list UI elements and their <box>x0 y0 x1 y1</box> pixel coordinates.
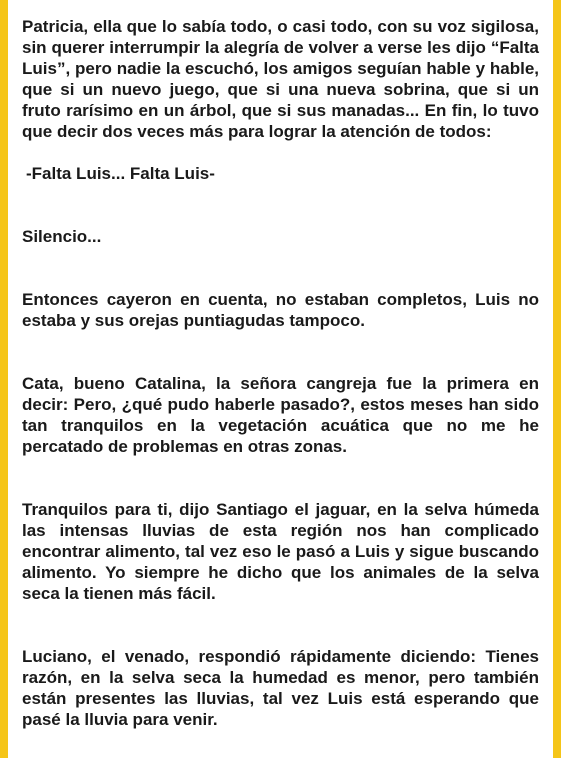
paragraph-luciano: Luciano, el venado, respondió rápidamente diciendo: Tienes razón, en la selva seca la humedad es menor, pero también están presentes las lluvias, tal vez Luis está esperando que pasé la lluvia para venir. <box>22 647 539 729</box>
paragraph-falta-luis: -Falta Luis... Falta Luis- <box>26 164 215 183</box>
paragraph-patricia: Patricia, ella que lo sabía todo, o casi todo, con su voz sigilosa, sin querer interrumpir la alegría de volver a verse les dijo “Falta Luis”, pero nadie la escuchó, los amigos seguían hable y hable, que si un nuevo juego, que si una nueva sobrina, que si un fruto rarísimo en un árbol, que si sus manadas... En fin, lo tuvo que decir dos veces más para lograr la atención de todos: <box>22 17 539 141</box>
left-border-stripe <box>0 0 8 758</box>
story-page <box>8 0 553 758</box>
paragraph-entonces: Entonces cayeron en cuenta, no estaban completos, Luis no estaba y sus orejas puntiagudas tampoco. <box>22 290 539 330</box>
paragraph-santiago: Tranquilos para ti, dijo Santiago el jaguar, en la selva húmeda las intensas lluvias de esta región nos han complicado encontrar alimento, tal vez eso le pasó a Luis y sigue buscando alimento. Yo siempre he dicho que los animales de la selva seca la tienen más fácil. <box>22 500 539 603</box>
paragraph-cata: Cata, bueno Catalina, la señora cangreja fue la primera en decir: Pero, ¿qué pudo haberle pasado?, estos meses han sido tan tranquilos en la vegetación acuática que no me he percatado de problemas en otras zonas. <box>22 374 539 456</box>
right-border-stripe <box>553 0 561 758</box>
paragraph-silencio: Silencio... <box>22 227 102 246</box>
